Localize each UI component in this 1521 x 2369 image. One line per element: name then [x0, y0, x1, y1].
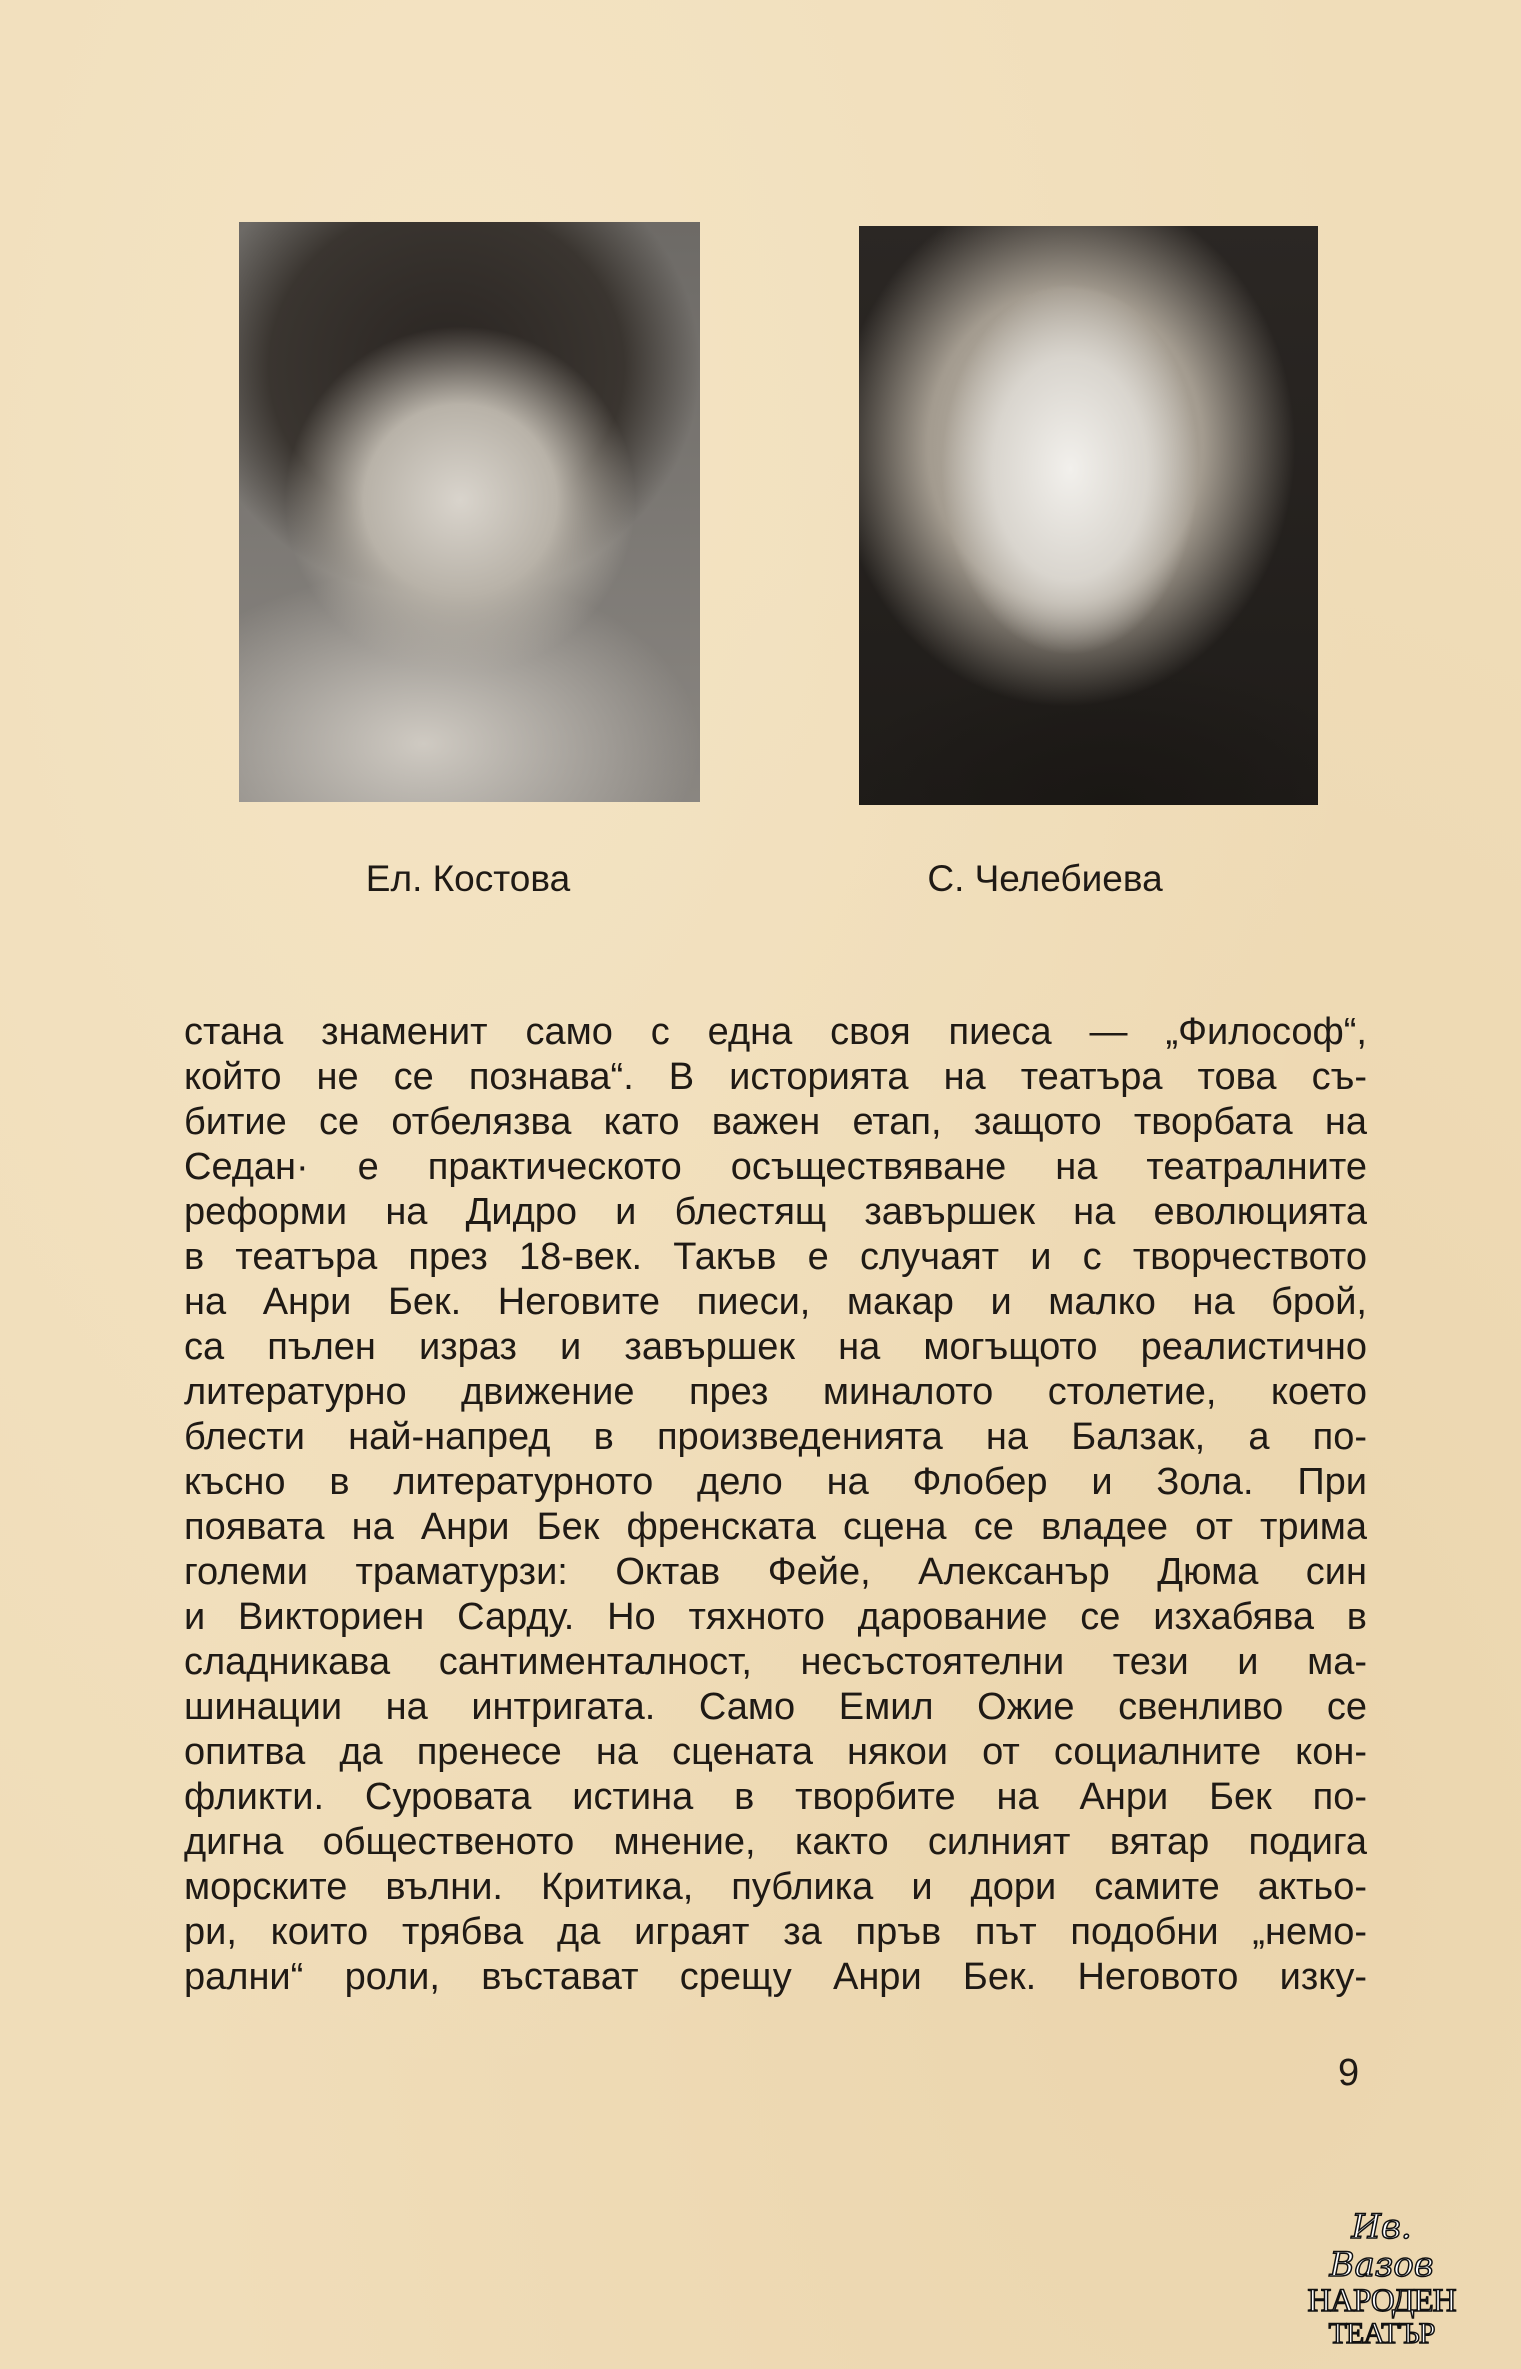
logo-signature: Ив. Вазов: [1329, 2207, 1434, 2285]
photo-caption-left: Ел. Костова: [365, 858, 571, 899]
text-line: литературно движение през миналото столетие, което: [184, 1371, 1367, 1413]
page-number: 9: [1338, 2052, 1360, 2094]
text-line: опитва да пренесе на сцената някои от социалните кон-: [184, 1731, 1367, 1773]
text-line: и Викториен Сарду. Но тяхното дарование се изхабява в: [184, 1596, 1367, 1638]
portrait-photo-chelebieva: [859, 226, 1318, 805]
text-line: морските вълни. Критика, публика и дори самите актьо-: [184, 1866, 1367, 1908]
text-line: са пълен израз и завършек на могъщото реалистично: [184, 1326, 1367, 1368]
text-line: големи траматурзи: Октав Фейе, Алексанър Дюма син: [184, 1551, 1367, 1593]
portrait-photo-kostova: [239, 222, 700, 802]
text-line: шинации на интригата. Само Емил Ожие свенливо се: [184, 1686, 1367, 1728]
text-line: сладникава сантименталност, несъстоятелни тези и ма-: [184, 1641, 1367, 1683]
text-line: ри, които трябва да играят за пръв път подобни „немо-: [184, 1911, 1367, 1953]
text-line: появата на Анри Бек френската сцена се владее от трима: [184, 1506, 1367, 1548]
text-line: фликти. Суровата истина в творбите на Анри Бек по-: [184, 1776, 1367, 1818]
text-line: дигна общественото мнение, както силният вятар подига: [184, 1821, 1367, 1863]
text-line: битие се отбелязва като важен етап, защото творбата на: [184, 1101, 1367, 1143]
text-line: реформи на Дидро и блестящ завършек на еволюцията: [184, 1191, 1367, 1233]
logo-line-2: ТЕАТЪР: [1328, 2317, 1435, 2350]
text-line: блести най-напред в произведенията на Балзак, а по-: [184, 1416, 1367, 1458]
text-line: на Анри Бек. Неговите пиеси, макар и малко на брой,: [184, 1281, 1367, 1323]
text-line: който не се познава“. В историята на театъра това съ-: [184, 1056, 1367, 1098]
national-theatre-logo: [1299, 2207, 1464, 2350]
text-line: късно в литературното дело на Флобер и Зола. При: [184, 1461, 1367, 1503]
text-line: в театъра през 18-век. Такъв е случаят и с творчеството: [184, 1236, 1367, 1278]
photo-caption-right: С. Челебиева: [927, 858, 1163, 899]
text-line: Седан· е практическото осъществяване на театралните: [184, 1146, 1367, 1188]
body-text: [184, 1010, 1367, 2000]
logo-line-1: НАРОДЕН: [1307, 2283, 1456, 2319]
text-line: рални“ роли, въстават срещу Анри Бек. Неговото изку-: [184, 1956, 1367, 1998]
text-line: стана знаменит само с една своя пиеса — „Философ“,: [184, 1011, 1367, 1053]
